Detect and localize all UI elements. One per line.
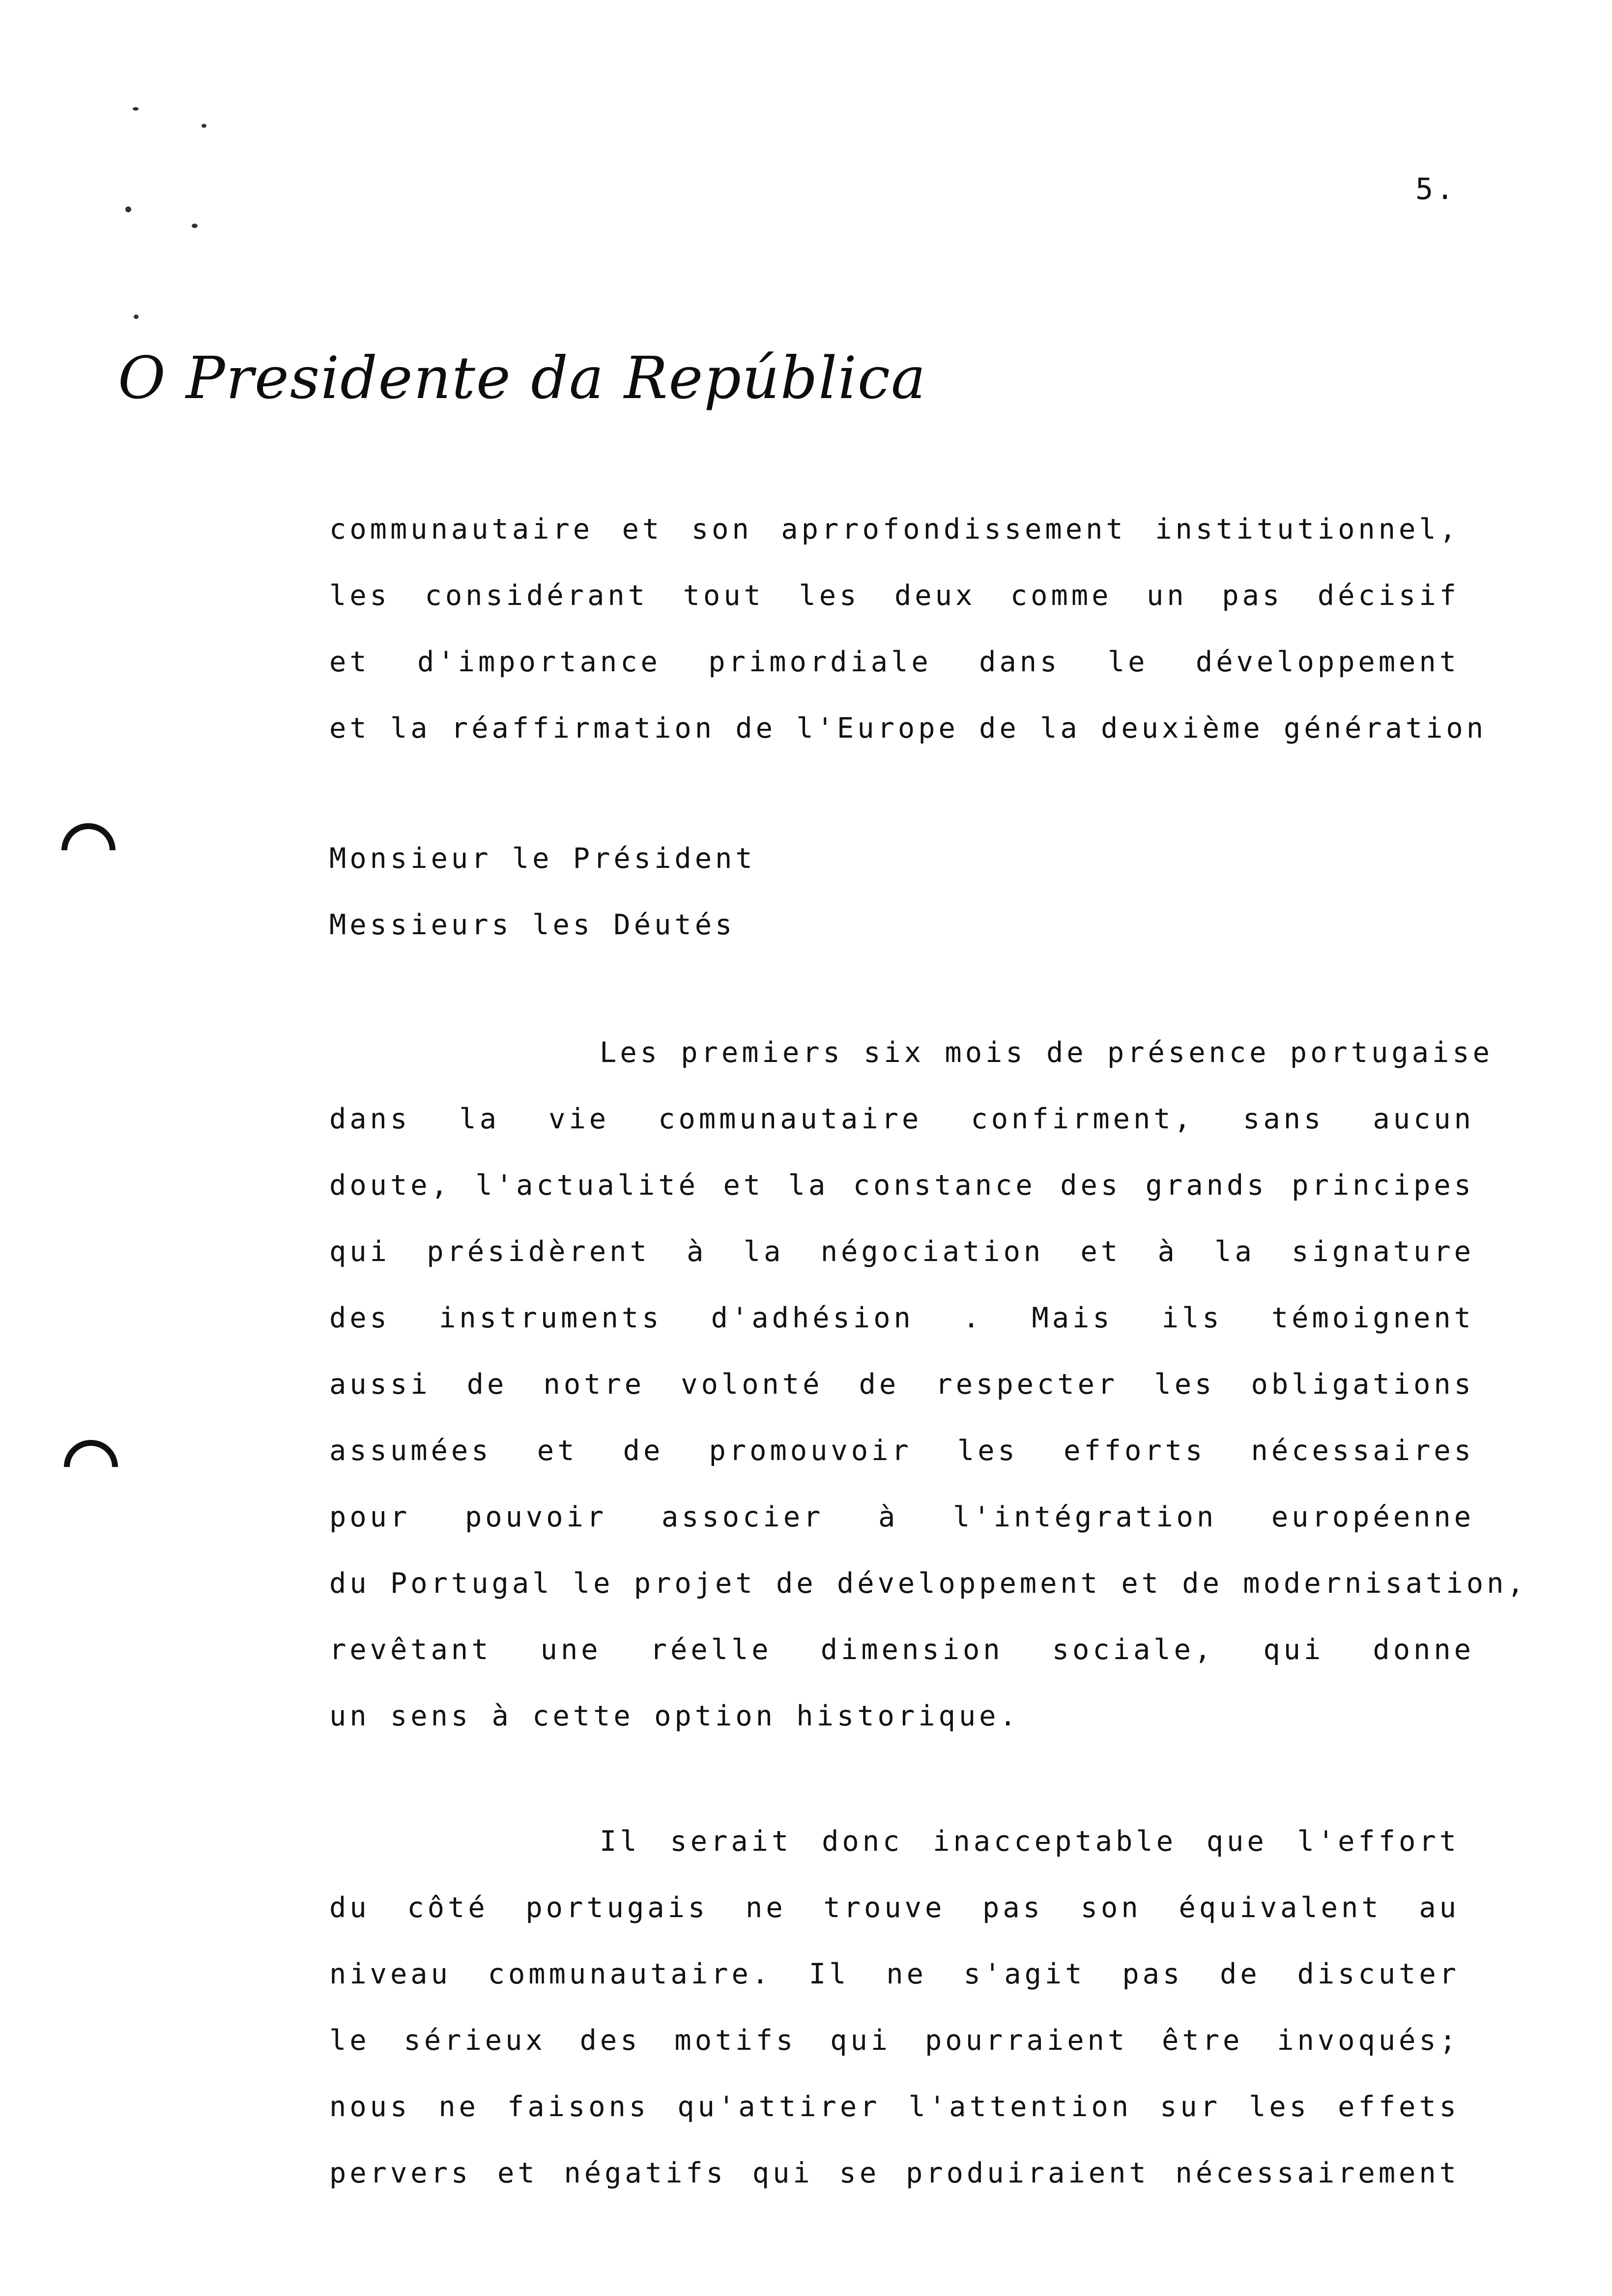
text-line: des instruments d'adhésion . Mais ils témoignent [329,1302,1474,1334]
text-line: les considérant tout les deux comme un pas décisif [329,579,1460,612]
text-line: du Portugal le projet de développement et de modernisation, [329,1567,1527,1600]
text-line: niveau communautaire. Il ne s'agit pas de discuter [329,1958,1460,1990]
text-line: nous ne faisons qu'attirer l'attention sur les effets [329,2091,1460,2123]
margin-speck [202,124,206,128]
text-line: pour pouvoir associer à l'intégration européenne [329,1501,1474,1533]
text-line: doute, l'actualité et la constance des grands principes [329,1169,1474,1202]
text-line: pervers et négatifs qui se produiraient nécessairement [329,2157,1460,2189]
text-line: et d'importance primordiale dans le développement [329,646,1460,678]
text-line: qui présidèrent à la négociation et à la signature [329,1235,1474,1268]
margin-speck [133,107,139,111]
text-line: un sens à cette option historique. [329,1700,1020,1732]
salutation-line: Monsieur le Président [329,842,756,875]
text-line: revêtant une réelle dimension sociale, qui donne [329,1634,1474,1666]
hole-punch-mark [50,812,127,889]
salutation [329,826,1460,958]
margin-speck [125,206,131,212]
margin-speck [192,224,198,228]
text-line: communautaire et son aprrofondissement institutionnel, [329,513,1460,545]
text-line: et la réaffirmation de l'Europe de la deuxième génération [329,712,1487,745]
text-line: Les premiers six mois de présence portugaise [600,1036,1493,1069]
text-line: du côté portugais ne trouve pas son équivalent au [329,1892,1460,1924]
letterhead: O Presidente da República [118,344,927,412]
text-line: Il serait donc inacceptable que l'effort [600,1825,1460,1858]
text-line: le sérieux des motifs qui pourraient être invoqués; [329,2024,1460,2057]
text-line: aussi de notre volonté de respecter les obligations [329,1368,1474,1401]
margin-speck [134,315,139,319]
salutation-line: Messieurs les Déutés [329,909,736,941]
text-line: dans la vie communautaire confirment, sans aucun [329,1103,1474,1135]
paragraph-continuation [329,496,1487,762]
hole-punch-mark [53,1429,129,1505]
paragraph [329,1808,1460,2207]
paragraph [329,1020,1527,1750]
page-number: 5. [1415,172,1457,206]
text-line: assumées et de promouvoir les efforts nécessaires [329,1435,1474,1467]
